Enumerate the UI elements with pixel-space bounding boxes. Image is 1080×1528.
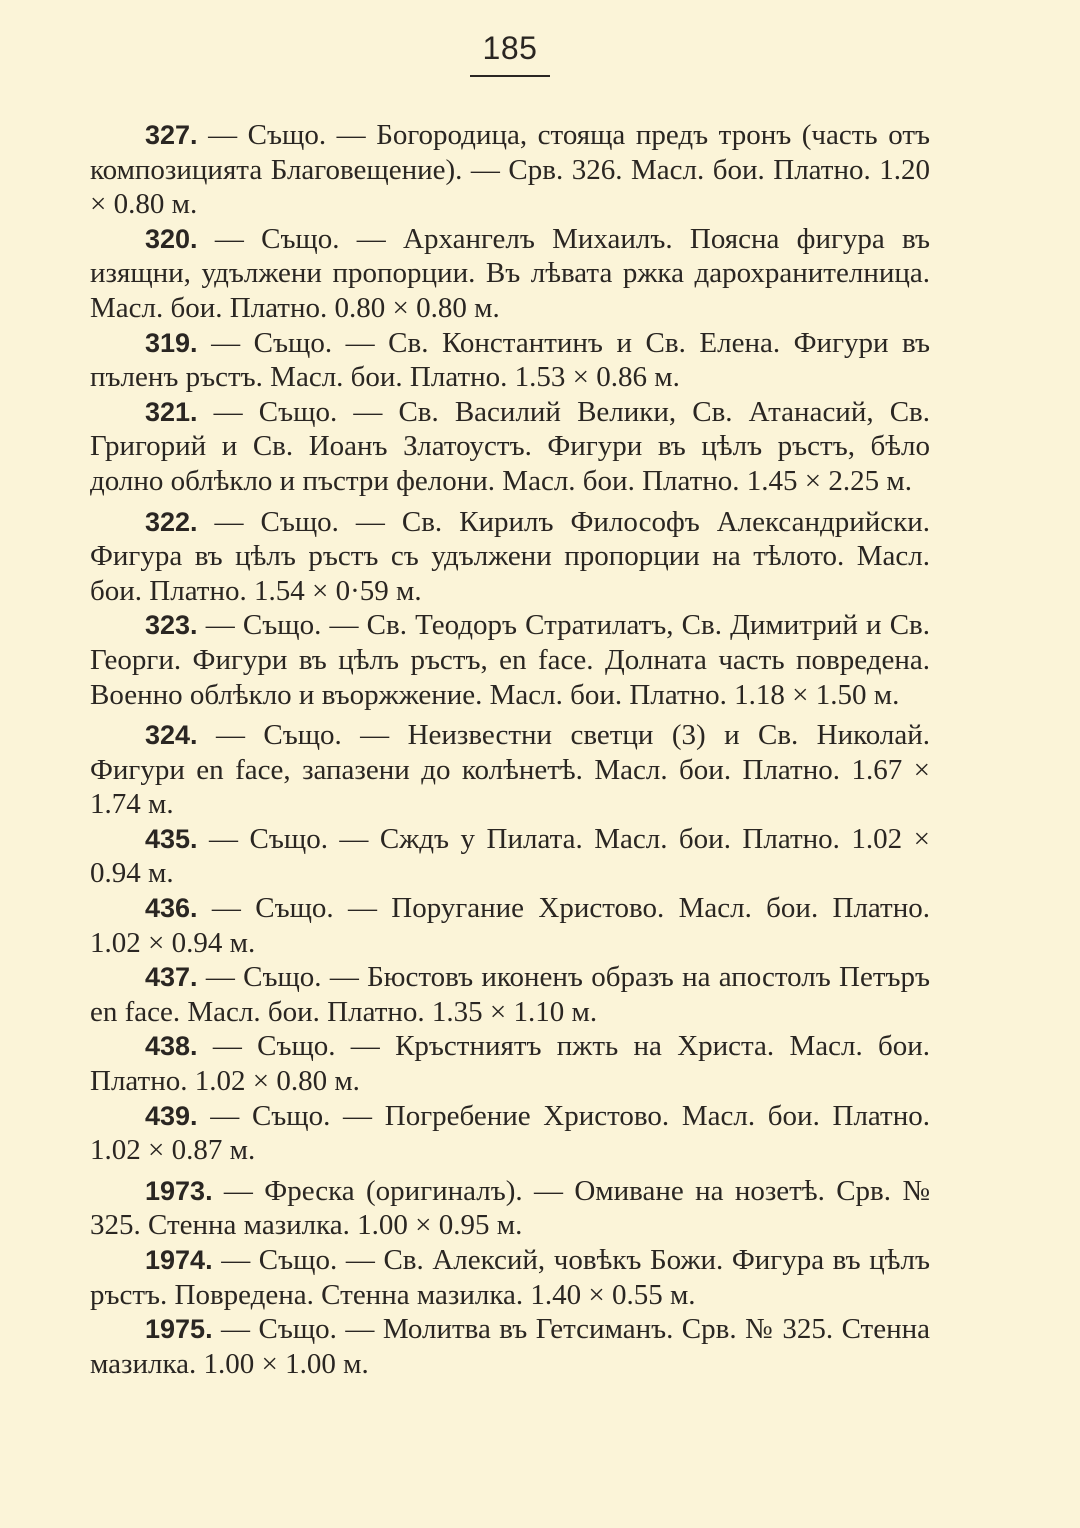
entry-text: — Също. — Поругание Христово. Масл. бои. Платно. 1.02 × 0.94 м.: [90, 892, 930, 959]
entry-text: — Фреска (оригиналъ). — Омиване на нозетѣ. Срв. № 325. Стенна мазилка. 1.00 × 0.95 м.: [90, 1174, 930, 1242]
entry-number: 327.: [145, 120, 198, 150]
entry-number: 436.: [145, 893, 198, 924]
entry-text: — Също. — Молитва въ Гетсиманъ. Срв. № 325. Стенна мазилка. 1.00 × 1.00 м.: [90, 1313, 930, 1380]
catalog-entry: [90, 1243, 930, 1312]
catalog-entry: [90, 505, 930, 609]
entry-text: — Също. — Бюстовъ иконенъ образъ на апостолъ Петъръ en face. Масл. бои. Платно. 1.35 × 1.10 м.: [90, 961, 930, 1028]
entry-text: — Също. — Кръстниятъ пжть на Христа. Масл. бои. Платно. 1.02 × 0.80 м.: [90, 1030, 930, 1098]
catalog-entry: [90, 1029, 930, 1098]
entry-number: 324.: [145, 720, 198, 751]
catalog-entry: [90, 326, 930, 395]
entry-text: — Също. — Св. Константинъ и Св. Елена. Фигури въ пъленъ ръстъ. Масл. бои. Платно. 1.53 × 0.86 м.: [90, 326, 930, 394]
catalog-entry: [90, 608, 930, 712]
entry-number: 1974.: [145, 1245, 213, 1275]
catalog-entries: [90, 118, 930, 1381]
entry-number: 1975.: [145, 1314, 213, 1345]
page-number-underline: [470, 75, 550, 77]
entry-number: 319.: [145, 327, 198, 358]
catalog-entry: [90, 118, 930, 222]
entry-text: — Също. — Погребение Христово. Масл. бои. Платно. 1.02 × 0.87 м.: [90, 1099, 930, 1167]
catalog-entry: [90, 222, 930, 326]
catalog-entry: [90, 1174, 930, 1243]
catalog-entry: [90, 1312, 930, 1381]
entry-text: — Също. — Богородица, стояща предъ тронъ (часть отъ композицията Благовещение). — Срв. 326. Масл. бои. Платно. 1.20 × 0.80 м.: [90, 119, 930, 221]
entry-number: 435.: [145, 823, 198, 854]
page-number: 185: [482, 30, 538, 66]
entry-text: — Също. — Сждъ у Пилата. Масл. бои. Платно. 1.02 × 0.94 м.: [90, 822, 930, 890]
catalog-entry: [90, 1099, 930, 1168]
entry-number: 437.: [145, 962, 198, 993]
catalog-entry: [90, 395, 930, 499]
catalog-entry: [90, 822, 930, 891]
entry-text: — Също. — Св. Теодоръ Стратилатъ, Св. Димитрий и Св. Георги. Фигури въ цѣлъ ръстъ, en face. Долната часть повредена. Военно облѣкло и въоржжение. Масл. бои. Платно. 1.18 × 1.50 м.: [90, 609, 930, 711]
entry-number: 438.: [145, 1031, 198, 1062]
entry-number: 320.: [145, 223, 198, 254]
catalog-entry: [90, 960, 930, 1029]
catalog-entry: [90, 891, 930, 960]
entry-number: 321.: [145, 396, 198, 427]
entry-text: — Също. — Св. Кирилъ Философъ Александрийски. Фигура въ цѣлъ ръстъ съ удължени пропорции на тѣлото. Масл. бои. Платно. 1.54 × 0·59 м.: [90, 505, 930, 607]
entry-text: — Също. — Архангелъ Михаилъ. Поясна фигура въ изящни, удължени пропорции. Въ лѣвата ржка дарохранителница. Масл. бои. Платно. 0.80 × 0.80 м.: [90, 222, 930, 324]
catalog-entry: [90, 718, 930, 822]
entry-text: — Също. — Св. Алексий, човѣкъ Божи. Фигура въ цѣлъ ръстъ. Повредена. Стенна мазилка. 1.40 × 0.55 м.: [90, 1244, 930, 1311]
entry-number: 322.: [145, 506, 198, 537]
entry-number: 323.: [145, 610, 198, 641]
entry-number: 1973.: [145, 1175, 213, 1206]
entry-text: — Също. — Св. Василий Велики, Св. Атанасий, Св. Григорий и Св. Иоанъ Златоустъ. Фигури въ цѣлъ ръстъ, бѣло долно облѣкло и пъстри фелони. Масл. бои. Платно. 1.45 × 2.25 м.: [90, 395, 930, 497]
entry-text: — Също. — Неизвестни светци (3) и Св. Николай. Фигури en face, запазени до колѣнетѣ. Масл. бои. Платно. 1.67 × 1.74 м.: [90, 719, 930, 821]
entry-number: 439.: [145, 1100, 198, 1131]
